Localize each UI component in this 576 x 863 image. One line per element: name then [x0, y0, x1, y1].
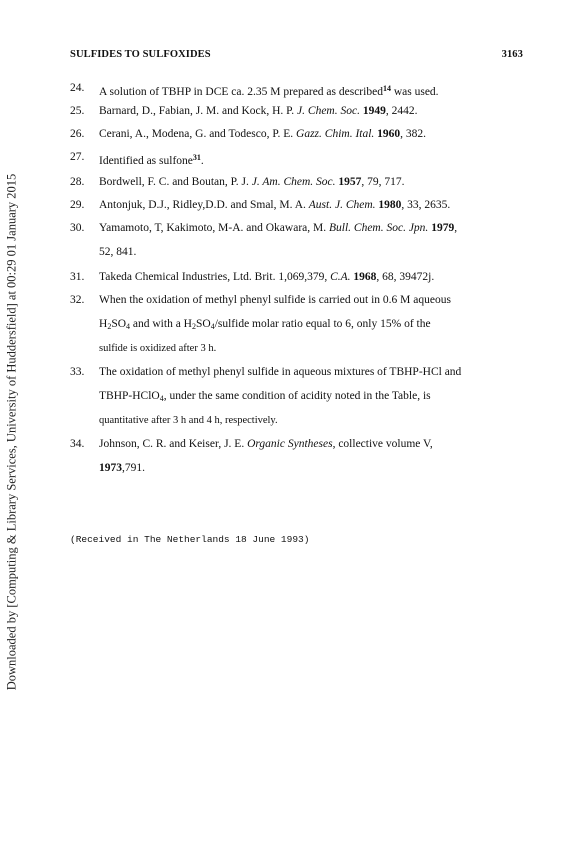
reference-text-line-3: quantitative after 3 h and 4 h, respectively. [99, 415, 278, 426]
reference-text-line-2: 52, 841. [99, 246, 137, 258]
reference-text: When the oxidation of methyl phenyl sulfide is carried out in 0.6 M aqueous [99, 294, 451, 306]
reference-number: 28. [70, 176, 85, 188]
reference-number: 26. [70, 128, 85, 140]
reference-text-line-2: $H_2SO_4$ and with a $H_2SO_4$/sulfide molar ratio equal to 6, only 15% of the [99, 318, 431, 331]
page-number: 3163 [501, 49, 523, 60]
reference-text: Bordwell, F. C. and Boutan, P. J. J. Am. Chem. Soc. 1957, 79, 717. [99, 176, 405, 188]
reference-number: 33. [70, 366, 85, 378]
reference-text: Yamamoto, T, Kakimoto, M-A. and Okawara, M. Bull. Chem. Soc. Jpn. 1979, [99, 222, 458, 234]
received-date-note: (Received in The Netherlands 18 June 1993) [70, 534, 310, 545]
download-watermark [3, 152, 21, 712]
reference-number: 24. [70, 82, 85, 94]
reference-text: A solution of TBHP in DCE ca. 2.35 M prepared as described$^{14}$ was used. [99, 84, 439, 98]
reference-text: Identified as sulfone$^{31}$. [99, 153, 204, 167]
reference-text-line-2: TBHP-HClO$_4$, under the same condition of acidity noted in the Table, is [99, 390, 431, 403]
reference-text-line-3: sulfide is oxidized after 3 h. [99, 343, 217, 354]
reference-text: The oxidation of methyl phenyl sulfide in aqueous mixtures of TBHP-HCl and [99, 366, 462, 378]
reference-number: 32. [70, 294, 85, 306]
reference-text: Takeda Chemical Industries, Ltd. Brit. 1,069,379, C.A. 1968, 68, 39472j. [99, 271, 435, 283]
reference-number: 29. [70, 199, 85, 211]
running-title: SULFIDES TO SULFOXIDES [70, 49, 211, 60]
reference-number: 34. [70, 438, 85, 450]
reference-text: Johnson, C. R. and Keiser, J. E. Organic Syntheses, collective volume V, [99, 438, 433, 450]
reference-text: Antonjuk, D.J., Ridley,D.D. and Smal, M. A. Aust. J. Chem. 1980, 33, 2635. [99, 199, 451, 211]
reference-number: 25. [70, 105, 85, 117]
reference-number: 30. [70, 222, 85, 234]
reference-text-line-2: 1973,791. [99, 462, 145, 474]
reference-number: 31. [70, 271, 85, 283]
reference-text: Barnard, D., Fabian, J. M. and Kock, H. P. J. Chem. Soc. 1949, 2442. [99, 105, 418, 117]
reference-text: Cerani, A., Modena, G. and Todesco, P. E. Gazz. Chim. Ital. 1960, 382. [99, 128, 427, 140]
download-watermark-text: Downloaded by [Computing & Library Services, University of Huddersfield] at 00:29 01 January 2015 [4, 173, 19, 691]
reference-number: 27. [70, 151, 85, 163]
